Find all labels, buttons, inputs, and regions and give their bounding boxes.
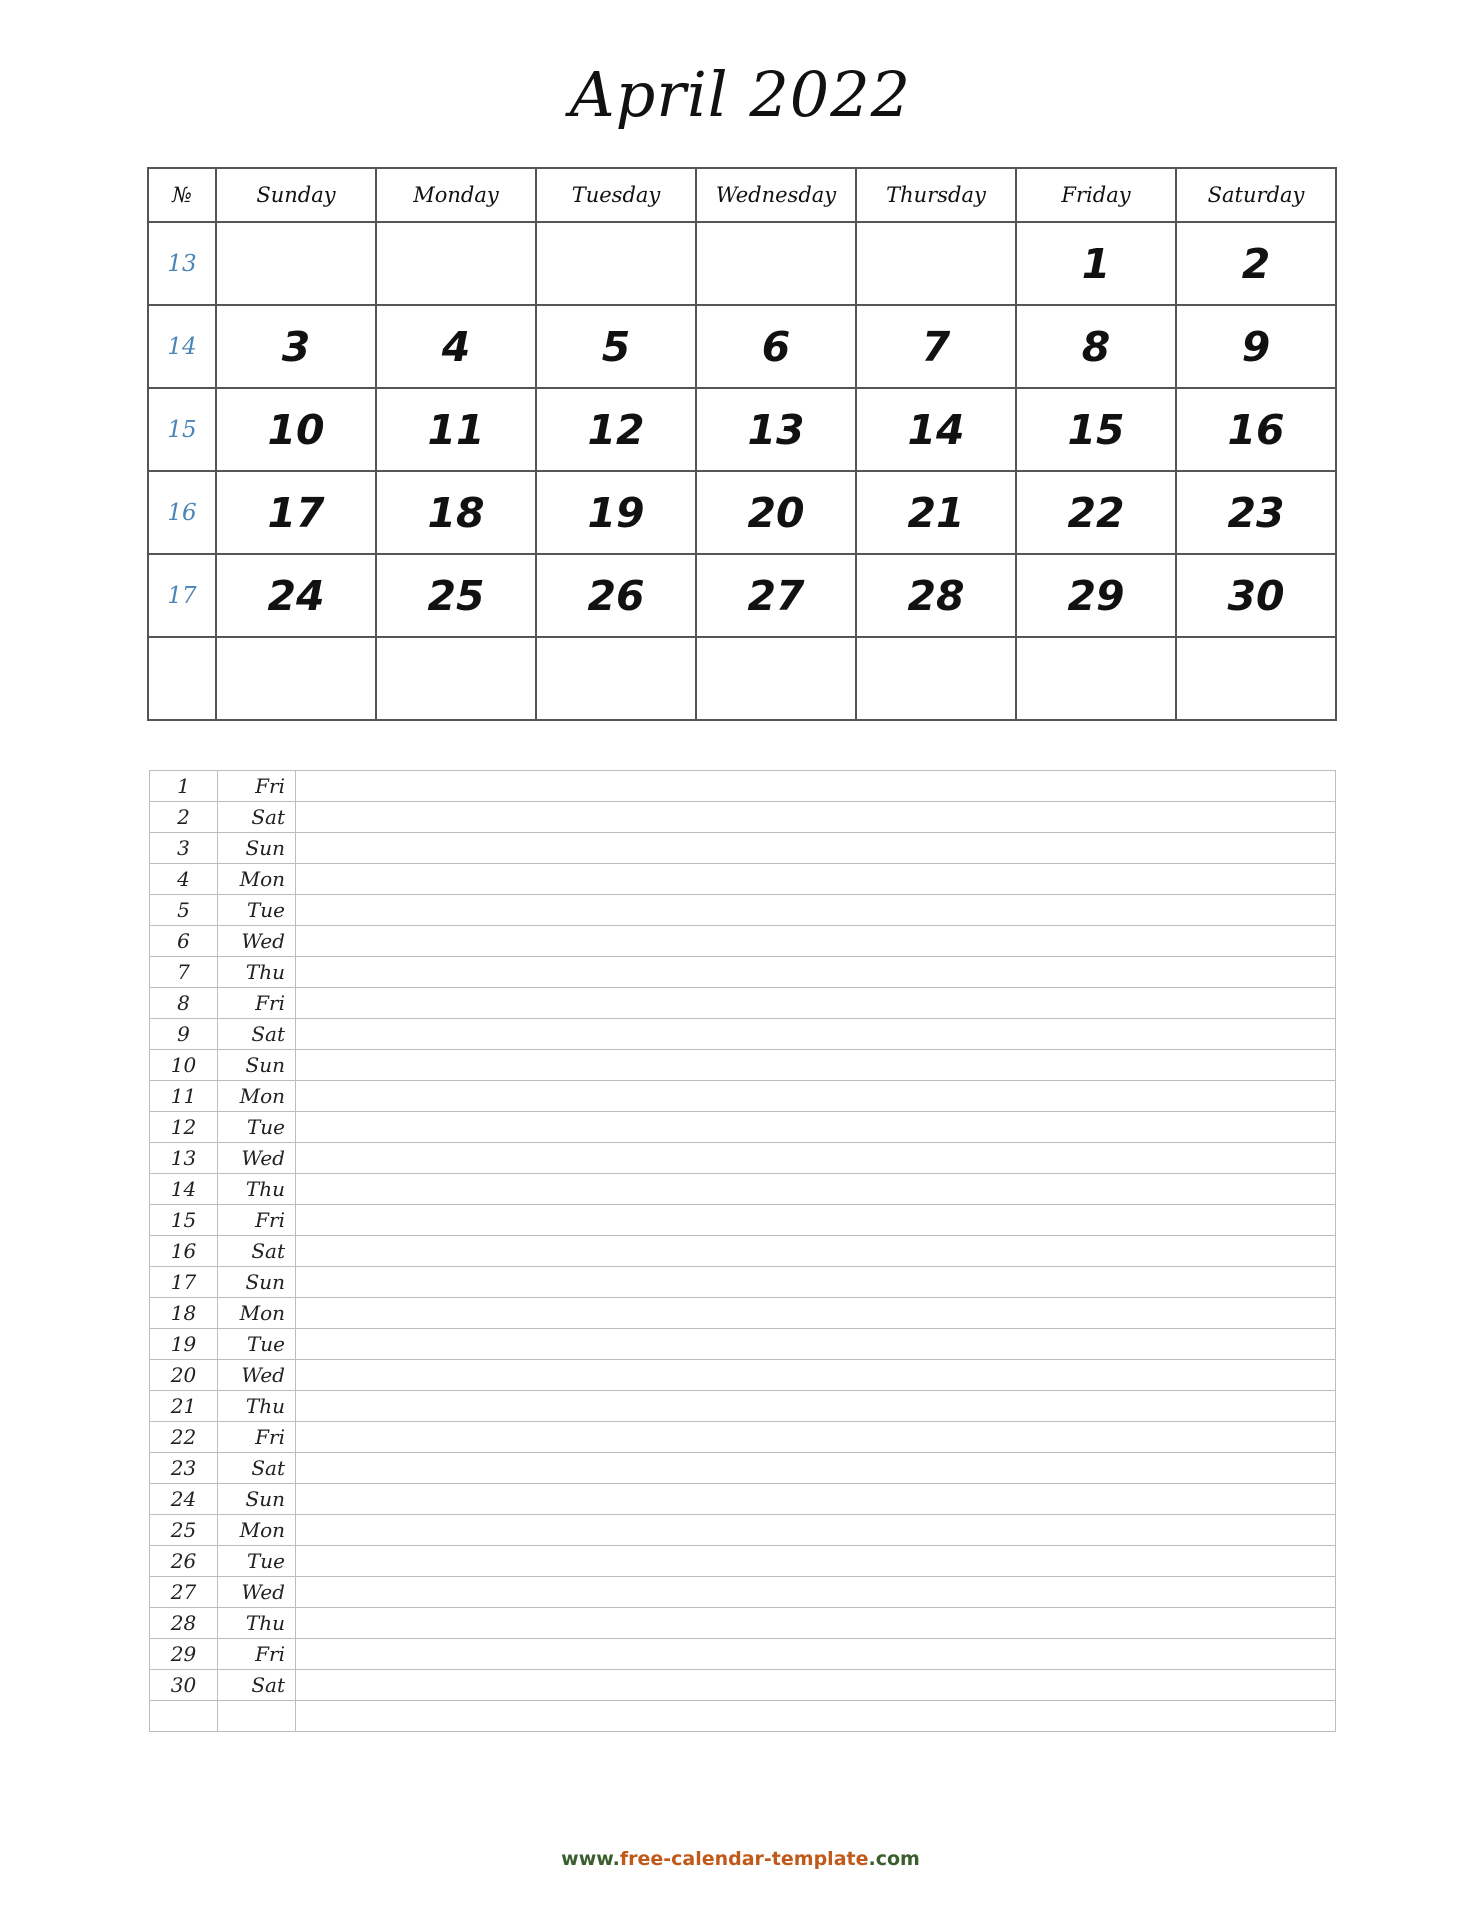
list-day-of-week: Sat bbox=[218, 1670, 296, 1701]
day-cell: 25 bbox=[376, 554, 536, 637]
list-day-number: 5 bbox=[150, 895, 218, 926]
list-day-number: 27 bbox=[150, 1577, 218, 1608]
list-day-number: 20 bbox=[150, 1360, 218, 1391]
list-day-number: 12 bbox=[150, 1112, 218, 1143]
list-day-number: 11 bbox=[150, 1081, 218, 1112]
list-notes-cell bbox=[296, 957, 1336, 988]
month-grid bbox=[147, 167, 1337, 721]
day-cell bbox=[216, 637, 376, 720]
list-day-of-week: Thu bbox=[218, 957, 296, 988]
weekday-header: Wednesday bbox=[696, 168, 856, 222]
list-day-of-week: Mon bbox=[218, 1515, 296, 1546]
list-day-of-week: Wed bbox=[218, 1577, 296, 1608]
list-day-of-week: Sun bbox=[218, 1267, 296, 1298]
list-notes-cell bbox=[296, 1050, 1336, 1081]
weekday-header: Thursday bbox=[856, 168, 1016, 222]
day-cell: 30 bbox=[1176, 554, 1336, 637]
list-day-number: 2 bbox=[150, 802, 218, 833]
list-day-of-week: Tue bbox=[218, 1329, 296, 1360]
day-cell bbox=[376, 637, 536, 720]
list-day-number: 7 bbox=[150, 957, 218, 988]
day-cell bbox=[216, 222, 376, 305]
list-day-of-week: Fri bbox=[218, 1205, 296, 1236]
list-row bbox=[150, 1205, 1336, 1236]
day-cell: 15 bbox=[1016, 388, 1176, 471]
day-cell: 11 bbox=[376, 388, 536, 471]
day-cell: 14 bbox=[856, 388, 1016, 471]
list-day-number: 25 bbox=[150, 1515, 218, 1546]
footer-domain: free-calendar-template bbox=[619, 1848, 869, 1870]
list-row bbox=[150, 1515, 1336, 1546]
list-row bbox=[150, 957, 1336, 988]
list-notes-cell bbox=[296, 833, 1336, 864]
list-row bbox=[150, 1391, 1336, 1422]
list-day-number: 14 bbox=[150, 1174, 218, 1205]
list-day-number: 9 bbox=[150, 1019, 218, 1050]
week-number-header: № bbox=[148, 168, 216, 222]
list-day-of-week: Mon bbox=[218, 1081, 296, 1112]
list-notes-cell bbox=[296, 864, 1336, 895]
list-day-of-week: Sun bbox=[218, 1050, 296, 1081]
list-day-of-week: Tue bbox=[218, 1112, 296, 1143]
weekday-header: Tuesday bbox=[536, 168, 696, 222]
day-cell: 1 bbox=[1016, 222, 1176, 305]
footer-prefix: www. bbox=[561, 1848, 620, 1870]
weekday-header: Saturday bbox=[1176, 168, 1336, 222]
list-notes-cell bbox=[296, 1453, 1336, 1484]
week-row bbox=[148, 222, 1336, 305]
list-day-of-week: Mon bbox=[218, 864, 296, 895]
list-day-of-week: Wed bbox=[218, 1360, 296, 1391]
list-notes-cell bbox=[296, 1391, 1336, 1422]
list-row bbox=[150, 1639, 1336, 1670]
list-day-of-week: Sun bbox=[218, 833, 296, 864]
list-row bbox=[150, 1019, 1336, 1050]
list-notes-cell bbox=[296, 1608, 1336, 1639]
list-row bbox=[150, 1267, 1336, 1298]
list-row bbox=[150, 1453, 1336, 1484]
list-day-of-week: Tue bbox=[218, 895, 296, 926]
day-cell: 23 bbox=[1176, 471, 1336, 554]
day-cell bbox=[1016, 637, 1176, 720]
website-footer bbox=[0, 1848, 1481, 1870]
list-row bbox=[150, 988, 1336, 1019]
list-row bbox=[150, 1143, 1336, 1174]
list-notes-cell bbox=[296, 1329, 1336, 1360]
list-row bbox=[150, 1174, 1336, 1205]
weekday-header: Friday bbox=[1016, 168, 1176, 222]
weekday-header: Sunday bbox=[216, 168, 376, 222]
list-day-number: 1 bbox=[150, 771, 218, 802]
day-cell: 18 bbox=[376, 471, 536, 554]
list-day-number: 4 bbox=[150, 864, 218, 895]
week-number bbox=[148, 637, 216, 720]
list-row bbox=[150, 1112, 1336, 1143]
list-row bbox=[150, 1546, 1336, 1577]
day-cell: 9 bbox=[1176, 305, 1336, 388]
list-day-number: 8 bbox=[150, 988, 218, 1019]
list-notes-cell bbox=[296, 1422, 1336, 1453]
day-cell: 10 bbox=[216, 388, 376, 471]
day-cell bbox=[856, 222, 1016, 305]
day-notes-list bbox=[149, 770, 1336, 1732]
list-notes-cell bbox=[296, 1112, 1336, 1143]
list-day-of-week: Thu bbox=[218, 1174, 296, 1205]
list-notes-cell bbox=[296, 1639, 1336, 1670]
list-row bbox=[150, 1081, 1336, 1112]
list-day-of-week bbox=[218, 1701, 296, 1732]
list-day-number: 13 bbox=[150, 1143, 218, 1174]
list-day-of-week: Tue bbox=[218, 1546, 296, 1577]
day-cell: 27 bbox=[696, 554, 856, 637]
list-notes-cell bbox=[296, 1360, 1336, 1391]
week-row bbox=[148, 388, 1336, 471]
day-cell: 24 bbox=[216, 554, 376, 637]
list-day-number: 6 bbox=[150, 926, 218, 957]
day-cell: 12 bbox=[536, 388, 696, 471]
day-cell: 4 bbox=[376, 305, 536, 388]
day-cell bbox=[856, 637, 1016, 720]
list-row bbox=[150, 1670, 1336, 1701]
list-day-of-week: Fri bbox=[218, 1422, 296, 1453]
day-cell bbox=[536, 222, 696, 305]
list-notes-cell bbox=[296, 1081, 1336, 1112]
list-row bbox=[150, 1701, 1336, 1732]
list-notes-cell bbox=[296, 926, 1336, 957]
list-row bbox=[150, 895, 1336, 926]
footer-suffix: .com bbox=[868, 1848, 920, 1870]
list-day-number: 21 bbox=[150, 1391, 218, 1422]
list-notes-cell bbox=[296, 895, 1336, 926]
list-notes-cell bbox=[296, 988, 1336, 1019]
day-cell: 21 bbox=[856, 471, 1016, 554]
list-row bbox=[150, 1236, 1336, 1267]
calendar-title: April 2022 bbox=[569, 58, 912, 131]
day-cell bbox=[376, 222, 536, 305]
day-cell: 6 bbox=[696, 305, 856, 388]
day-cell bbox=[1176, 637, 1336, 720]
day-cell: 16 bbox=[1176, 388, 1336, 471]
list-notes-cell bbox=[296, 1484, 1336, 1515]
day-cell bbox=[696, 637, 856, 720]
week-number: 17 bbox=[148, 554, 216, 637]
week-number: 15 bbox=[148, 388, 216, 471]
list-row bbox=[150, 1329, 1336, 1360]
list-notes-cell bbox=[296, 771, 1336, 802]
list-day-number: 29 bbox=[150, 1639, 218, 1670]
list-day-of-week: Sat bbox=[218, 1019, 296, 1050]
weekday-header: Monday bbox=[376, 168, 536, 222]
list-notes-cell bbox=[296, 1577, 1336, 1608]
list-notes-cell bbox=[296, 1298, 1336, 1329]
list-day-number: 16 bbox=[150, 1236, 218, 1267]
list-day-number: 30 bbox=[150, 1670, 218, 1701]
list-day-number: 24 bbox=[150, 1484, 218, 1515]
day-cell: 7 bbox=[856, 305, 1016, 388]
list-day-of-week: Thu bbox=[218, 1391, 296, 1422]
list-row bbox=[150, 1608, 1336, 1639]
list-row bbox=[150, 833, 1336, 864]
week-row bbox=[148, 554, 1336, 637]
list-notes-cell bbox=[296, 1670, 1336, 1701]
list-day-of-week: Sat bbox=[218, 802, 296, 833]
list-day-number: 17 bbox=[150, 1267, 218, 1298]
list-day-number: 26 bbox=[150, 1546, 218, 1577]
day-cell: 26 bbox=[536, 554, 696, 637]
list-day-of-week: Wed bbox=[218, 1143, 296, 1174]
week-row bbox=[148, 305, 1336, 388]
list-row bbox=[150, 1484, 1336, 1515]
list-row bbox=[150, 1422, 1336, 1453]
weekday-header-row bbox=[148, 168, 1336, 222]
list-day-of-week: Fri bbox=[218, 771, 296, 802]
list-row bbox=[150, 1050, 1336, 1081]
list-day-of-week: Sun bbox=[218, 1484, 296, 1515]
week-number: 16 bbox=[148, 471, 216, 554]
day-cell: 2 bbox=[1176, 222, 1336, 305]
list-day-number: 3 bbox=[150, 833, 218, 864]
list-notes-cell bbox=[296, 1205, 1336, 1236]
list-day-of-week: Mon bbox=[218, 1298, 296, 1329]
day-cell bbox=[696, 222, 856, 305]
list-notes-cell bbox=[296, 1143, 1336, 1174]
day-cell: 20 bbox=[696, 471, 856, 554]
list-day-number: 18 bbox=[150, 1298, 218, 1329]
list-row bbox=[150, 1298, 1336, 1329]
day-cell: 17 bbox=[216, 471, 376, 554]
list-notes-cell bbox=[296, 1236, 1336, 1267]
day-cell: 29 bbox=[1016, 554, 1176, 637]
list-notes-cell bbox=[296, 1546, 1336, 1577]
day-cell: 19 bbox=[536, 471, 696, 554]
list-day-number: 15 bbox=[150, 1205, 218, 1236]
list-notes-cell bbox=[296, 1174, 1336, 1205]
day-cell: 5 bbox=[536, 305, 696, 388]
day-cell: 28 bbox=[856, 554, 1016, 637]
list-notes-cell bbox=[296, 1701, 1336, 1732]
day-cell bbox=[536, 637, 696, 720]
list-day-number: 28 bbox=[150, 1608, 218, 1639]
week-row bbox=[148, 637, 1336, 720]
list-notes-cell bbox=[296, 1267, 1336, 1298]
list-day-of-week: Wed bbox=[218, 926, 296, 957]
list-day-number: 22 bbox=[150, 1422, 218, 1453]
list-notes-cell bbox=[296, 802, 1336, 833]
list-row bbox=[150, 802, 1336, 833]
week-number: 14 bbox=[148, 305, 216, 388]
list-day-of-week: Fri bbox=[218, 988, 296, 1019]
list-row bbox=[150, 1360, 1336, 1391]
day-cell: 22 bbox=[1016, 471, 1176, 554]
list-day-number: 19 bbox=[150, 1329, 218, 1360]
list-row bbox=[150, 771, 1336, 802]
list-day-number: 10 bbox=[150, 1050, 218, 1081]
list-day-number: 23 bbox=[150, 1453, 218, 1484]
list-day-of-week: Sat bbox=[218, 1236, 296, 1267]
week-row bbox=[148, 471, 1336, 554]
week-number: 13 bbox=[148, 222, 216, 305]
list-day-number bbox=[150, 1701, 218, 1732]
list-notes-cell bbox=[296, 1515, 1336, 1546]
list-row bbox=[150, 1577, 1336, 1608]
list-day-of-week: Fri bbox=[218, 1639, 296, 1670]
day-cell: 3 bbox=[216, 305, 376, 388]
list-notes-cell bbox=[296, 1019, 1336, 1050]
day-cell: 8 bbox=[1016, 305, 1176, 388]
list-day-of-week: Sat bbox=[218, 1453, 296, 1484]
list-row bbox=[150, 864, 1336, 895]
day-cell: 13 bbox=[696, 388, 856, 471]
list-day-of-week: Thu bbox=[218, 1608, 296, 1639]
list-row bbox=[150, 926, 1336, 957]
